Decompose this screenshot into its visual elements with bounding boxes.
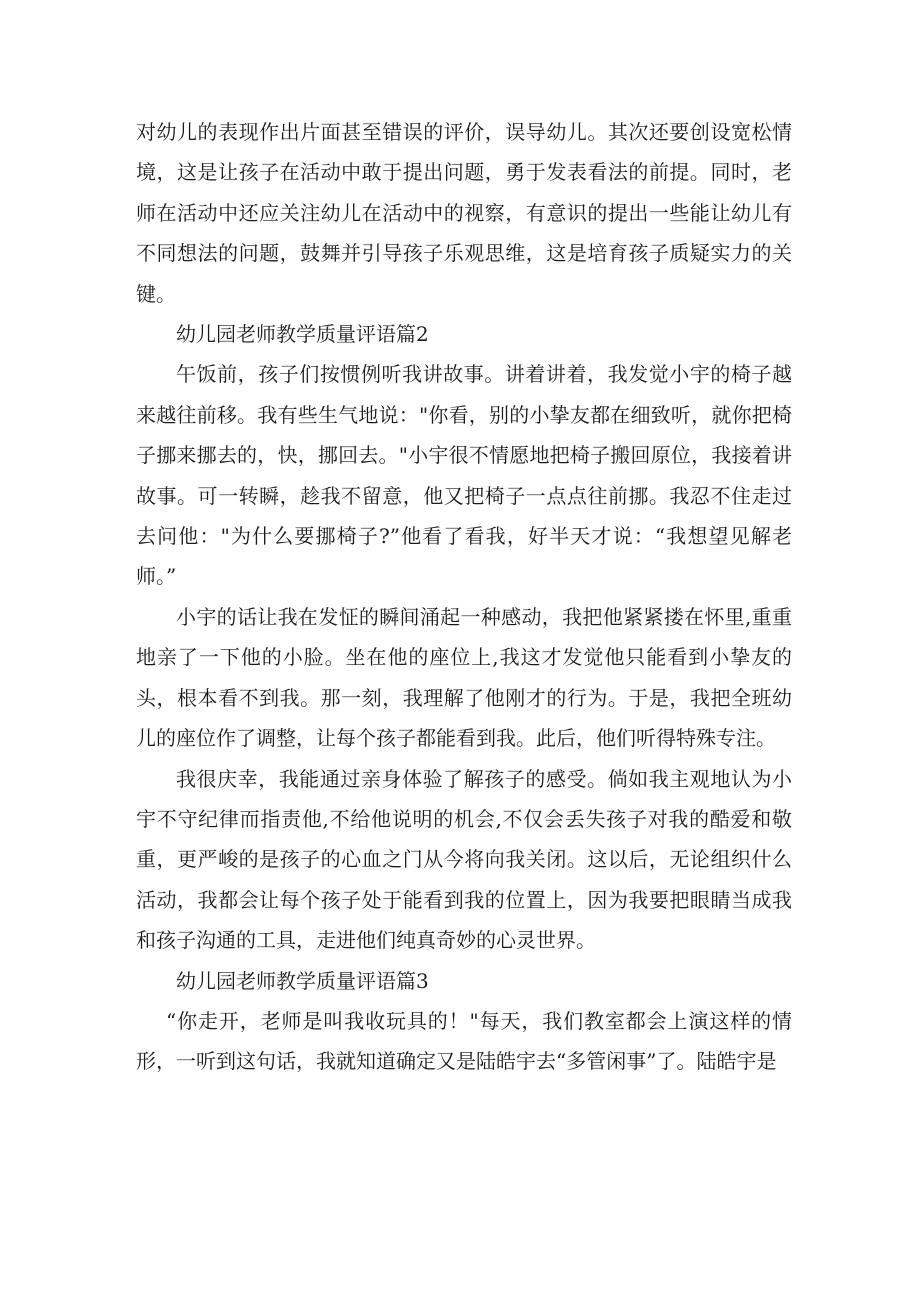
document-body [136, 112, 792, 1082]
section-heading-2: 幼儿园老师教学质量评语篇2 [176, 322, 429, 347]
paragraph: 我很庆幸，我能通过亲身体验了解孩子的感受。倘如我主观地认为小宇不守纪律而指责他,不给他说明的机会,不仅会丢失孩子对我的酷爱和敬重，更严峻的是孩子的心血之门从今将向我关闭。这以后，无论组织什么活动，我都会让每个孩子处于能看到我的位置上，因为我要把眼睛当成我和孩子沟通的工具，走进他们纯真奇妙的心灵世界。 [136, 766, 792, 953]
section-heading-3: 幼儿园老师教学质量评语篇3 [176, 968, 429, 993]
paragraph: 小宇的话让我在发怔的瞬间涌起一种感动，我把他紧紧搂在怀里,重重地亲了一下他的小脸。坐在他的座位上,我这才发觉他只能看到小挚友的头，根本看不到我。那一刻，我理解了他刚才的行为。于是，我把全班幼儿的座位作了调整，让每个孩子都能看到我。此后，他们听得特殊专注。 [136, 604, 792, 751]
paragraph-continued: 对幼儿的表现作出片面甚至错误的评价，误导幼儿。其次还要创设宽松情境，这是让孩子在活动中敢于提出问题，勇于发表看法的前提。同时，老师在活动中还应关注幼儿在活动中的视察，有意识的提出一些能让幼儿有不同想法的问题，鼓舞并引导孩子乐观思维，这是培育孩子质疑实力的关键。 [136, 120, 792, 306]
paragraph: 午饭前，孩子们按惯例听我讲故事。讲着讲着，我发觉小宇的椅子越来越往前移。我有些生气地说："你看，别的小挚友都在细致听，就你把椅子挪来挪去的，快，挪回去。"小宇很不情愿地把椅子搬回原位，我接着讲故事。可一转瞬，趁我不留意，他又把椅子一点点往前挪。我忍不住走过去问他："为什么要挪椅子?”他看了看我，好半天才说：“我想望见解老师。” [136, 362, 792, 589]
paragraph: “你走开，老师是叫我收玩具的！"每天，我们教室都会上演这样的情形，一听到这句话，我就知道确定又是陆皓宇去“多管闲事”了。陆皓宇是 [136, 1008, 792, 1074]
